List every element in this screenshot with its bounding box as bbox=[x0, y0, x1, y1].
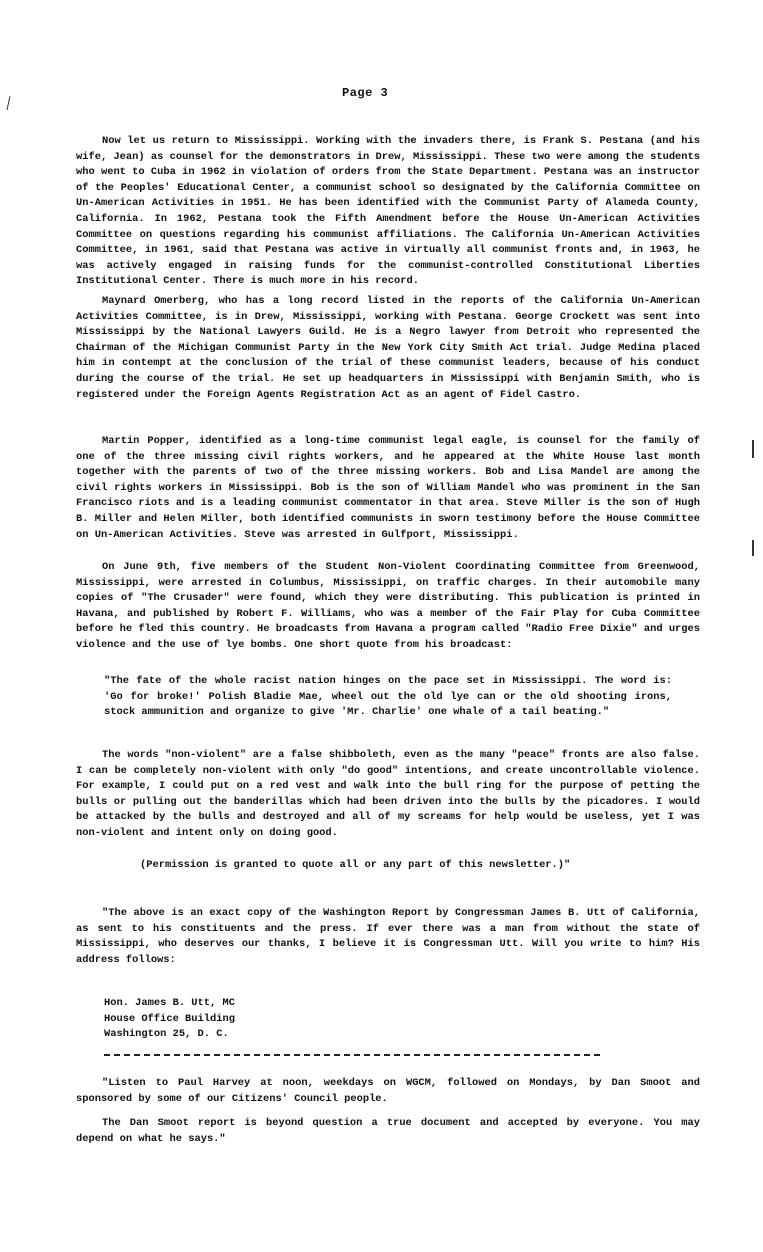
page-number: Page 3 bbox=[342, 86, 389, 100]
margin-mark-right-1 bbox=[752, 440, 754, 458]
address-line-2: House Office Building bbox=[104, 1012, 235, 1025]
paragraph-omerberg: Maynard Omerberg, who has a long record listed in the reports of the California Un-American Activities Committee, is in Drew, Mississippi, working with Pestana. George Crockett was sent into Mississippi by the National Lawyers Guild. He is a Negro lawyer from Detroit who represented the Chairman of the Michigan Communist Party in the New York City Smith Act trial. Judge Medina placed him in contempt at the conclusion of the trial of these communist leaders, because of his conduct during the course of the trial. He set up headquarters in Mississippi with Benjamin Smith, who is registered under the Foreign Agents Registration Act as an agent of Fidel Castro. bbox=[76, 295, 700, 401]
paragraph-june-9th: On June 9th, five members of the Student Non-Violent Coordinating Committee from Greenwood, Mississippi, were arrested in Columbus, Mississippi, on traffic charges. In their automobile many copies of "The Crusader" were found, which they were distributing. This publication is printed in Havana, and published by Robert F. Williams, who was a member of the Fair Play for Cuba Committee before he fled this country. He broadcasts from Havana a program called "Radio Free Dixie" and urges violence and the use of lye bombs. One short quote from his broadcast: bbox=[76, 561, 700, 651]
dashed-divider bbox=[104, 1054, 600, 1056]
paragraph-dan-smoot: The Dan Smoot report is beyond question a true document and accepted by everyone. You may depend on what he says." bbox=[76, 1117, 700, 1145]
address-block bbox=[104, 996, 404, 1043]
permission-note: (Permission is granted to quote all or any part of this newsletter.)" bbox=[140, 859, 571, 871]
address-line-3: Washington 25, D. C. bbox=[104, 1028, 229, 1041]
paragraph-paul-harvey: "Listen to Paul Harvey at noon, weekdays on WGCM, followed on Mondays, by Dan Smoot and sponsored by some of our Citizens' Council people. bbox=[76, 1077, 700, 1105]
paragraph-utt: "The above is an exact copy of the Washington Report by Congressman James B. Utt of California, as sent to his constituents and the press. If ever there was a man from without the state of Mississippi, who deserves our thanks, I believe it is Congressman Utt. Will you write to him? His address follows: bbox=[76, 907, 700, 966]
paragraph-non-violent: The words "non-violent" are a false shibboleth, even as the many "peace" fronts are also false. I can be completely non-violent with only "do good" intentions, and create uncontrollable violence. For example, I could put on a red vest and walk into the bull ring for the purpose of petting the bulls or pulling out the banderillas which had been driven into the bulls by the picadores. I would be attacked by the bulls and destroyed and all of my screams for help would be useless, yet I was non-violent and intent only on doing good. bbox=[76, 749, 700, 839]
paragraph-pestana: Now let us return to Mississippi. Working with the invaders there, is Frank S. Pestana (and his wife, Jean) as counsel for the demonstrators in Drew, Mississippi. These two were among the students who went to Cuba in 1962 in violation of orders from the State Department. Pestana was an instructor of the Peoples' Educational Center, a communist school so designated by the California Committee on Un-American Activities in 1951. He has been identified with the Communist Party of Alameda County, California. In 1962, Pestana took the Fifth Amendment before the House Un-American Activities Committee on questions regarding his communist affiliations. The California Un-American Activities Committee, in 1961, said that Pestana was active in virtually all communist fronts and, in 1963, he was actively engaged in raising funds for the communist-controlled Constitutional Liberties Institutional Center. There is much more in his record. bbox=[76, 135, 700, 288]
address-line-1: Hon. James B. Utt, MC bbox=[104, 997, 235, 1009]
margin-mark-right-2 bbox=[752, 540, 754, 556]
broadcast-quote: "The fate of the whole racist nation hinges on the pace set in Mississippi. The word is: 'Go for broke!' Polish Bladie Mae, wheel out the old lye can or the old shooting irons, stock ammunition and organize to give 'Mr. Charlie' one whale of a tail beating." bbox=[104, 675, 672, 719]
margin-mark-left bbox=[7, 96, 11, 110]
paragraph-popper: Martin Popper, identified as a long-time communist legal eagle, is counsel for the family of one of the three missing civil rights workers, and he appeared at the White House last month together with the parents of two of the three missing workers. Bob and Lisa Mandel are among the civil rights workers in Mississippi. Bob is the son of William Mandel who was prominent in the San Francisco riots and is a leading communist commentator in that area. Steve Miller is the son of Hugh B. Miller and Helen Miller, both identified communists in sworn testimony before the House Committee on Un-American Activities. Steve was arrested in Gulfport, Mississippi. bbox=[76, 435, 700, 541]
